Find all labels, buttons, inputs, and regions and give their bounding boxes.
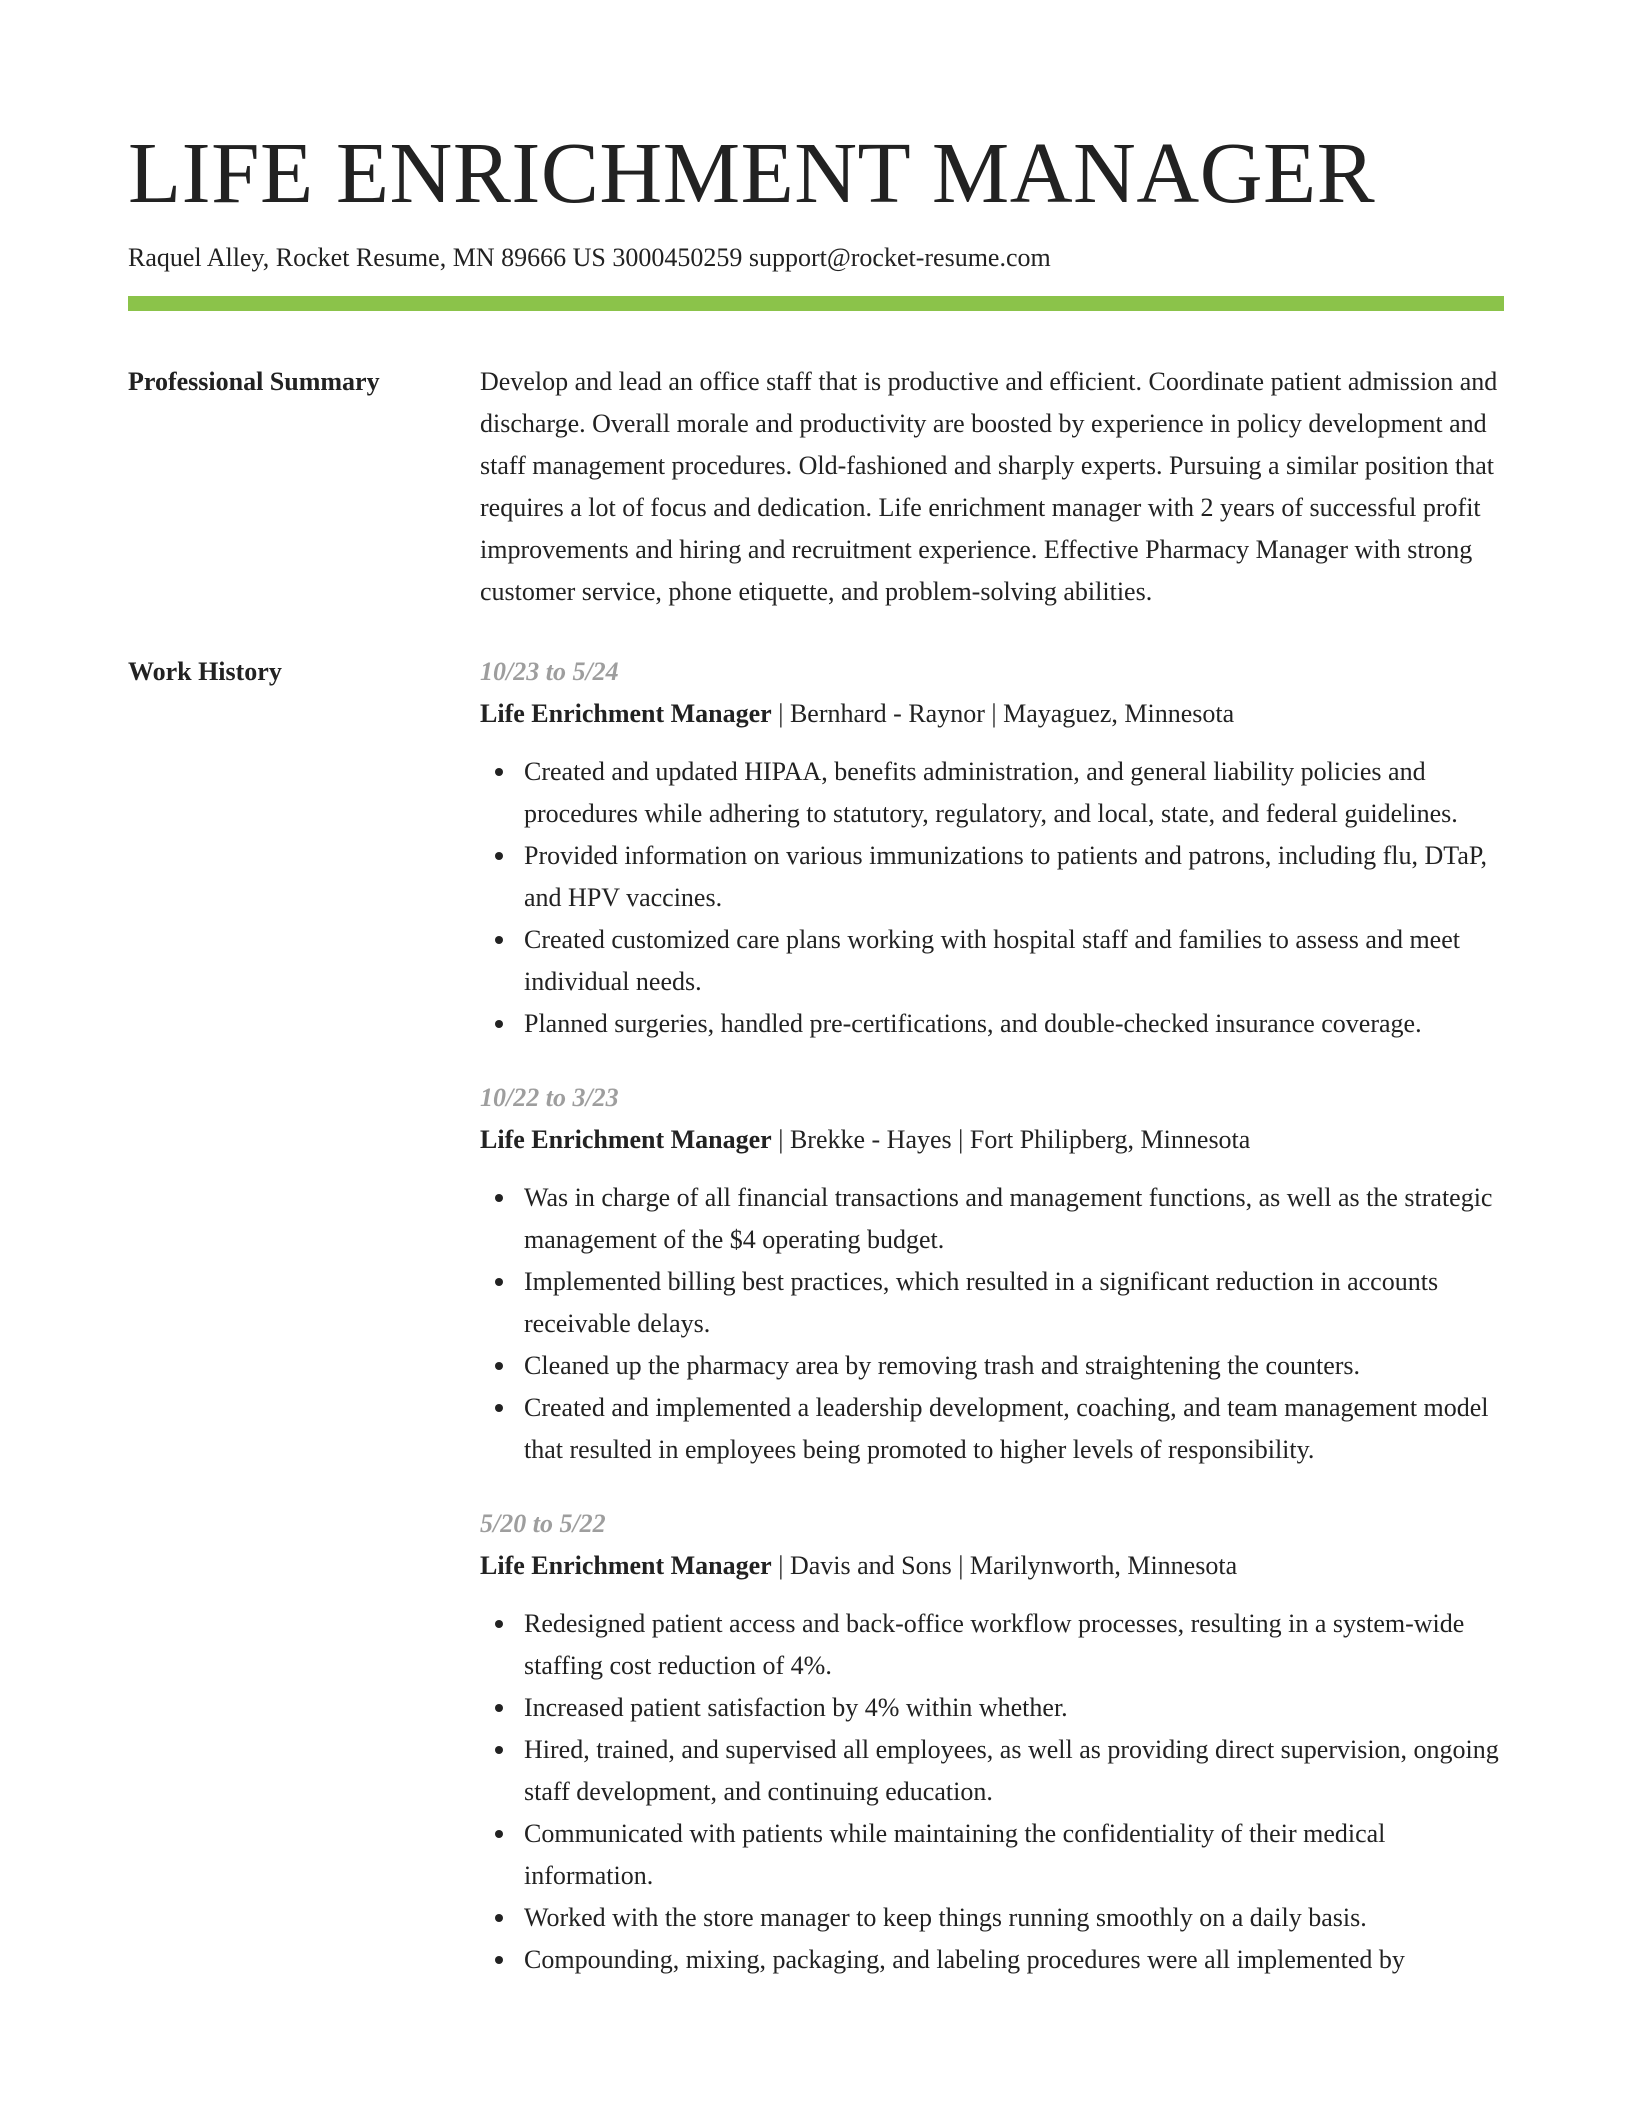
job-heading [480,693,1504,735]
job-dates: 10/22 to 3/23 [480,1083,619,1112]
job-bullet: Increased patient satisfaction by 4% within whether. [524,1687,1504,1729]
job-bullet: Worked with the store manager to keep things running smoothly on a daily basis. [524,1897,1504,1939]
job-bullet: Was in charge of all financial transactions and management functions, as well as the strategic management of the $4 operating budget. [524,1177,1504,1261]
contact-line: Raquel Alley, Rocket Resume, MN 89666 US 3000450259 support@rocket-resume.com [128,243,1051,272]
section-content [480,651,1504,1981]
job-bullet: Redesigned patient access and back-office workflow processes, resulting in a system-wide staffing cost reduction of 4%. [524,1603,1504,1687]
job-dates: 5/20 to 5/22 [480,1509,606,1538]
job-heading [480,1119,1504,1161]
job-bullet: Implemented billing best practices, which resulted in a significant reduction in accounts receivable delays. [524,1261,1504,1345]
job-entry [480,1503,1504,1981]
job-entry [480,651,1504,1045]
job-heading [480,1545,1504,1587]
job-bullet: Created and implemented a leadership development, coaching, and team management model that resulted in employees being promoted to higher levels of responsibility. [524,1387,1504,1471]
job-bullet: Created and updated HIPAA, benefits administration, and general liability policies and procedures while adhering to statutory, regulatory, and local, state, and federal guidelines. [524,751,1504,835]
job-role: Life Enrichment Manager [480,699,772,728]
job-bullet: Hired, trained, and supervised all employees, as well as providing direct supervision, ongoing staff development, and continuing education. [524,1729,1504,1813]
job-details: | Bernhard - Raynor | Mayaguez, Minnesota [771,699,1235,728]
job-entry [480,1077,1504,1471]
job-role: Life Enrichment Manager [480,1551,772,1580]
resume-title: LIFE ENRICHMENT MANAGER [128,124,1376,221]
job-role: Life Enrichment Manager [480,1125,772,1154]
professional-summary-section [128,361,1504,613]
job-bullet: Compounding, mixing, packaging, and labeling procedures were all implemented by [524,1939,1504,1981]
job-bullets [480,751,1504,1045]
summary-text: Develop and lead an office staff that is productive and efficient. Coordinate patient admission and discharge. Overall morale and productivity are boosted by experience in policy development and staff management procedures. Old-fashioned and sharply experts. Pursuing a similar position that requires a lot of focus and dedication. Life enrichment manager with 2 years of successful profit improvements and hiring and recruitment experience. Effective Pharmacy Manager with strong customer service, phone etiquette, and problem-solving abilities. [480,367,1498,606]
job-bullet: Provided information on various immunizations to patients and patrons, including flu, DTaP, and HPV vaccines. [524,835,1504,919]
job-dates: 10/23 to 5/24 [480,657,619,686]
job-bullet: Created customized care plans working with hospital staff and families to assess and meet individual needs. [524,919,1504,1003]
section-label: Professional Summary [128,367,380,396]
accent-divider [128,296,1504,311]
job-bullets [480,1177,1504,1471]
job-details: | Brekke - Hayes | Fort Philipberg, Minnesota [771,1125,1251,1154]
section-label: Work History [128,657,282,686]
job-bullet: Communicated with patients while maintaining the confidentiality of their medical information. [524,1813,1504,1897]
job-bullet: Planned surgeries, handled pre-certifications, and double-checked insurance coverage. [524,1003,1504,1045]
job-details: | Davis and Sons | Marilynworth, Minnesota [771,1551,1238,1580]
resume-page [128,118,1504,1981]
job-bullets [480,1603,1504,1981]
work-history-section [128,651,1504,1981]
job-bullet: Cleaned up the pharmacy area by removing trash and straightening the counters. [524,1345,1504,1387]
section-content [480,361,1504,613]
